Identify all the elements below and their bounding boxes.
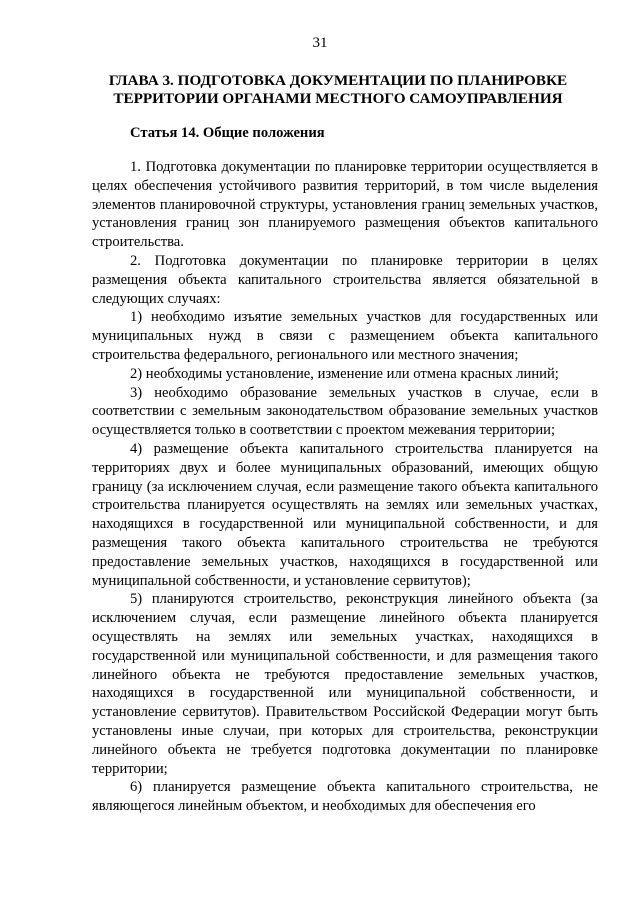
page-number: 31 bbox=[312, 35, 328, 51]
paragraph: 3) необходимо образование земельных участков в случае, если в соответствии с земельным законодательством образование земельных участков осуществляется только в соответствии с проектом межевания территории; bbox=[92, 384, 598, 439]
paragraph: 1) необходимо изъятие земельных участков для государственных или муниципальных нужд в связи с размещением объекта капитального строительства федерального, регионального или местного значения; bbox=[92, 309, 598, 363]
paragraph: 2. Подготовка документации по планировке территории в целях размещения объекта капитального строительства является обязательной в следующих случаях: bbox=[92, 252, 598, 307]
paragraph: 6) планируется размещение объекта капитального строительства, не являющегося линейным объектом, и необходимых для обеспечения его bbox=[92, 779, 598, 815]
article-title: Статья 14. Общие положения bbox=[130, 125, 325, 141]
paragraph: 2) необходимы установление, изменение или отмена красных линий; bbox=[130, 365, 559, 382]
paragraph: 1. Подготовка документации по планировке территории осуществляется в целях обеспечения устойчивого развития территорий, в том числе выделения элементов планировочной структуры, установления границ земельных участков, установления границ зон планируемого размещения объектов капитального строительства. bbox=[92, 159, 598, 251]
article-body bbox=[92, 158, 598, 816]
chapter-title: ГЛАВА 3. ПОДГОТОВКА ДОКУМЕНТАЦИИ ПО ПЛАНИРОВКЕ ТЕРРИТОРИИ ОРГАНАМИ МЕСТНОГО САМОУПРАВЛЕНИЯ bbox=[108, 72, 568, 107]
paragraph: 4) размещение объекта капитального строительства планируется на территориях двух и более муниципальных образований, имеющих общую границу (за исключением случая, если размещение такого объекта капитального строительства планируется осуществлять на землях или земельных участках, находящихся в государственной или муниципальной собственности, и для размещения такого объекта капитального строительства не требуются предоставление земельных участков, находящихся в государственной или муниципальной собственности, и установление сервитутов); bbox=[92, 440, 598, 589]
paragraph: 5) планируются строительство, реконструкция линейного объекта (за исключением случая, если размещение линейного объекта планируется осуществлять на землях или земельных участках, находящихся в государственной или муниципальной собственности, и для размещения такого линейного объекта не требуются предоставление земельных участков, находящихся в государственной или муниципальной собственности, и установление сервитутов). Правительством Российской Федерации могут быть установлены иные случаи, при которых для строительства, реконструкции линейного объекта не требуется подготовка документации по планировке территории; bbox=[92, 591, 598, 777]
